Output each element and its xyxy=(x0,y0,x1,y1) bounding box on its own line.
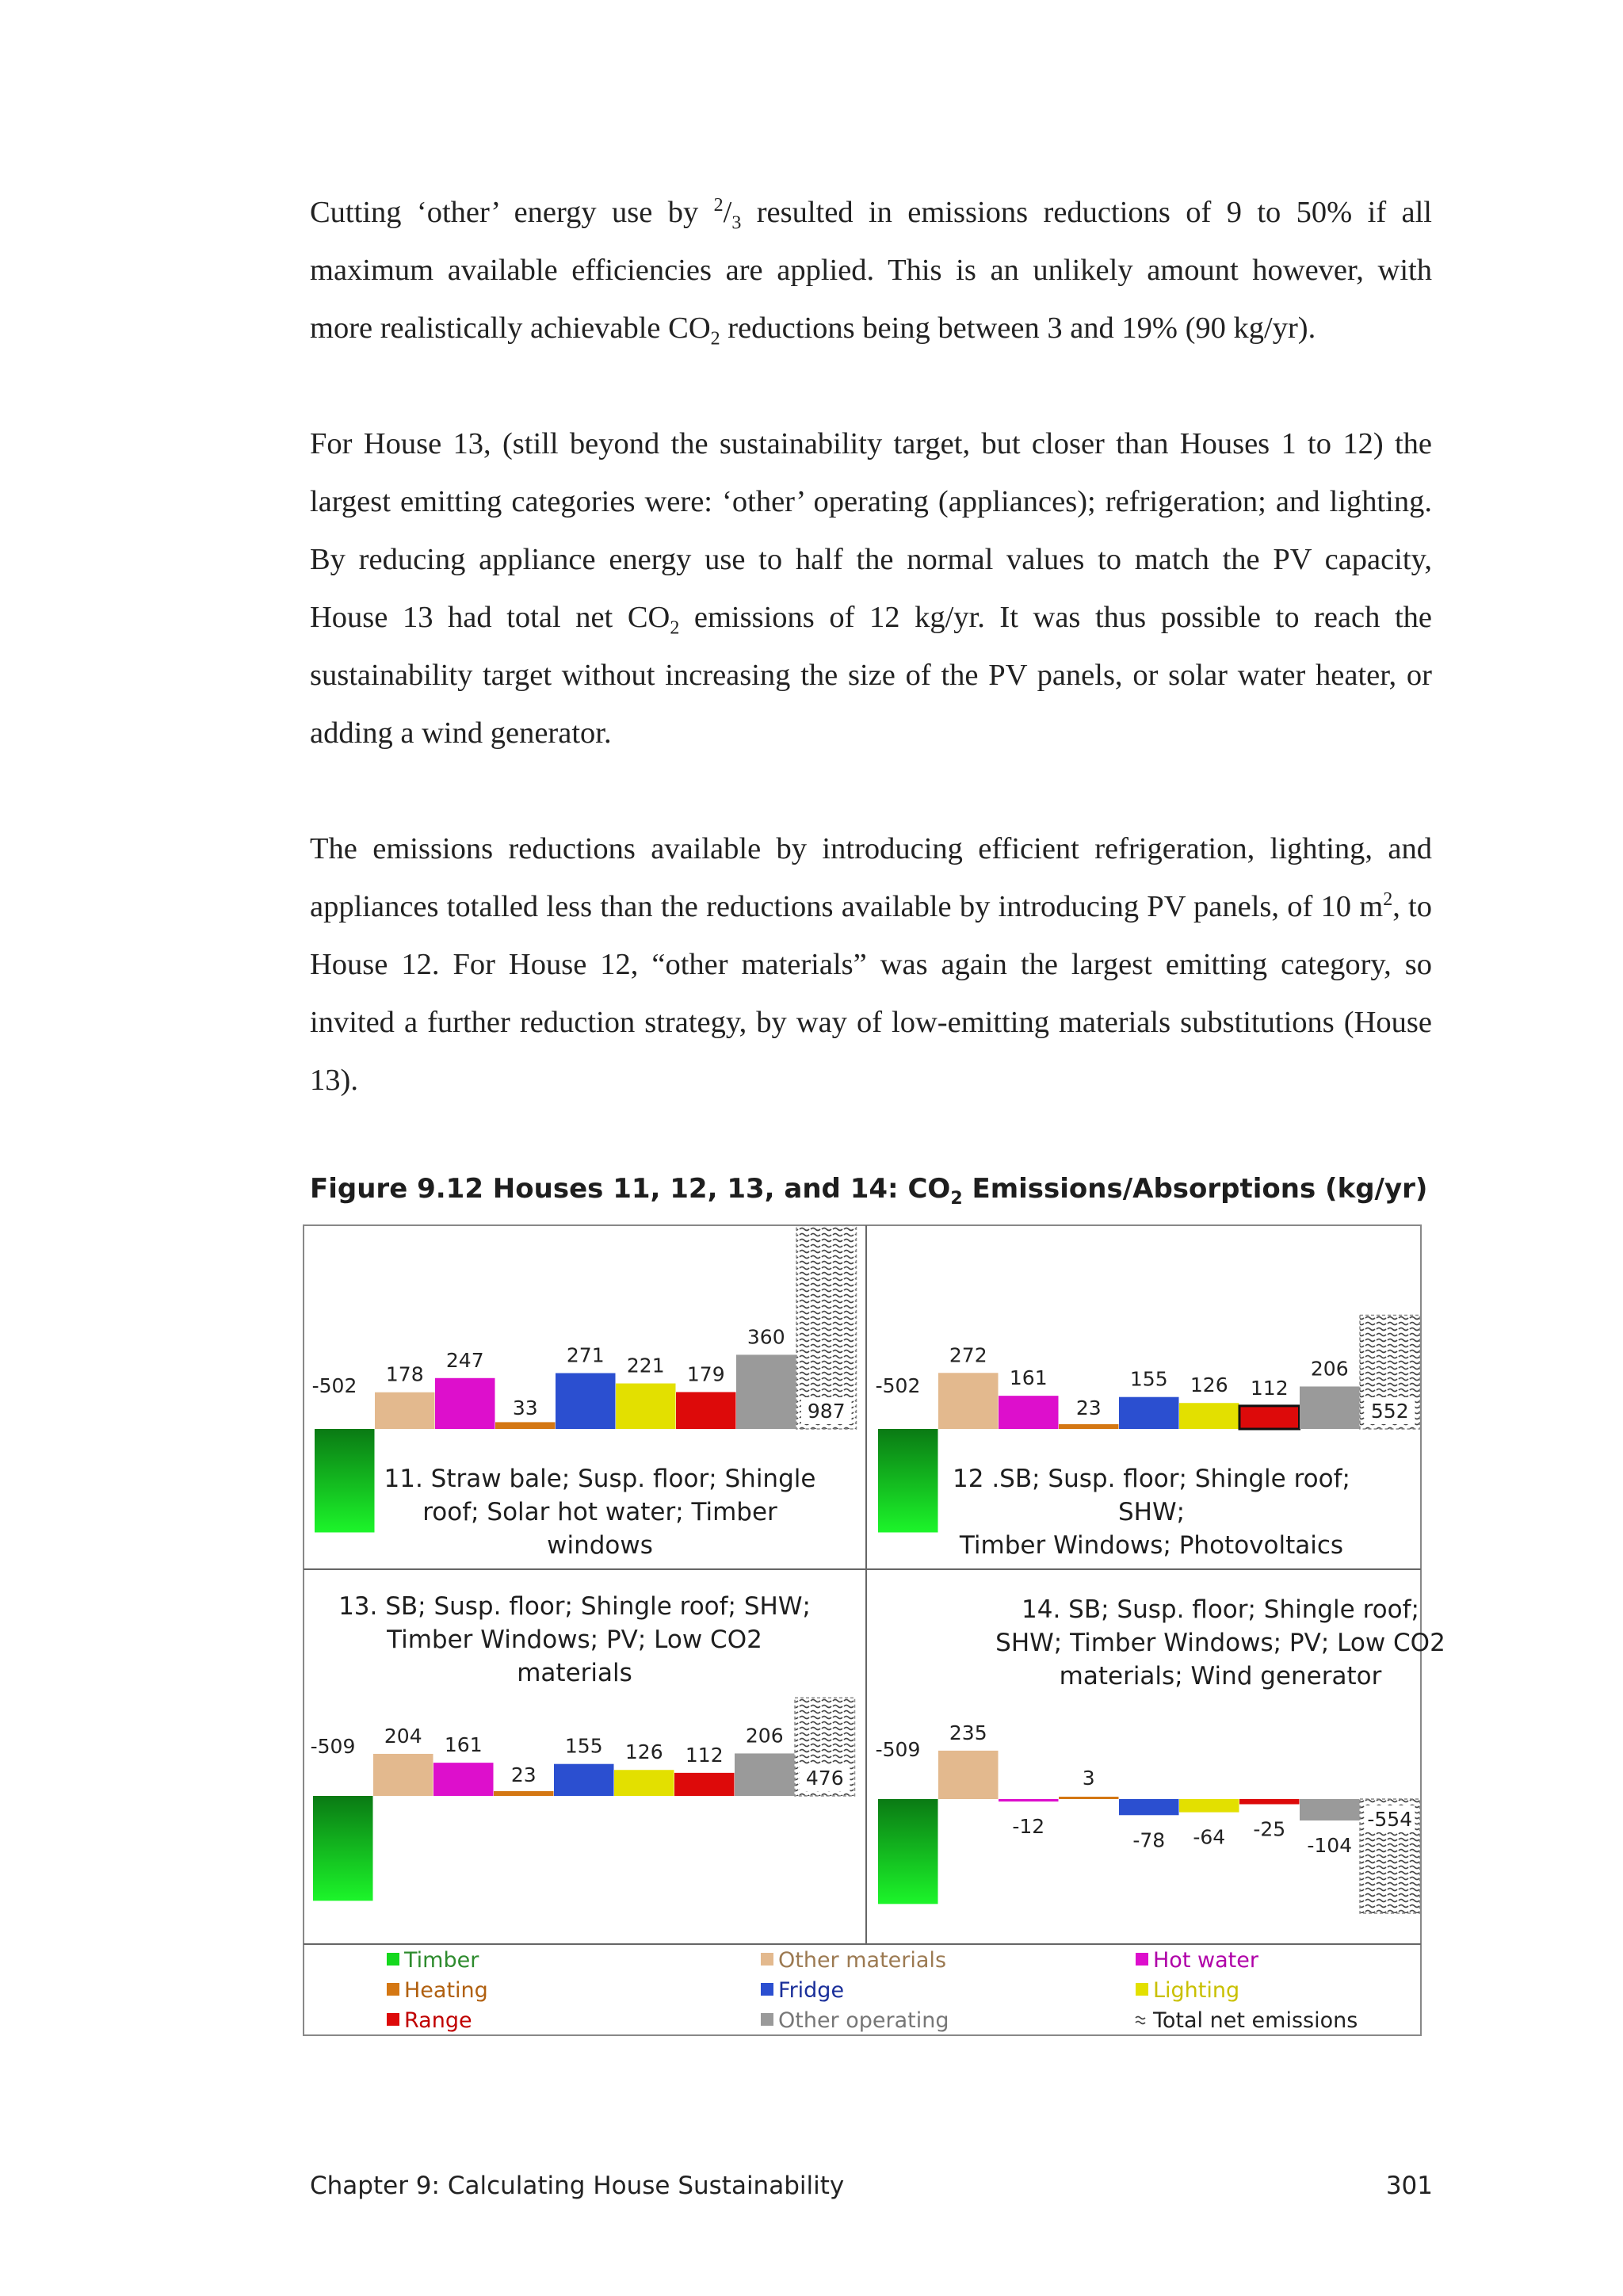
value-label: 360 xyxy=(747,1325,785,1349)
bar-other-materials xyxy=(373,1754,433,1796)
legend-label: Other materials xyxy=(778,1948,947,1973)
value-label: 206 xyxy=(1310,1357,1349,1381)
legend-label: Timber xyxy=(404,1948,479,1973)
bar-range xyxy=(1239,1799,1300,1805)
legend-swatch xyxy=(761,1983,773,1996)
p1-frac-den: 3 xyxy=(731,212,742,234)
panel-2-title-line: 12 .SB; Susp. floor; Shingle roof; xyxy=(953,1465,1350,1493)
bar-other-operating xyxy=(1300,1386,1360,1429)
bar-timber xyxy=(315,1429,375,1533)
panel-1-title-line: 11. Straw bale; Susp. floor; Shingle xyxy=(384,1465,816,1493)
bar-other-operating xyxy=(735,1753,795,1796)
bar-heating xyxy=(1059,1424,1119,1429)
value-label: 271 xyxy=(566,1343,605,1367)
value-label: 476 xyxy=(805,1767,844,1790)
value-label: 161 xyxy=(1009,1366,1048,1390)
value-label: 204 xyxy=(384,1724,422,1748)
bar-fridge xyxy=(554,1764,614,1796)
value-label: 155 xyxy=(564,1734,603,1758)
panel-3-title-line: 13. SB; Susp. floor; Shingle roof; SHW; xyxy=(338,1592,811,1621)
value-label: -502 xyxy=(311,1374,357,1397)
bar-heating xyxy=(495,1422,556,1429)
page-number: 301 xyxy=(1385,2172,1433,2200)
panel-4-title-line: 14. SB; Susp. floor; Shingle roof; xyxy=(1022,1595,1419,1624)
bar-timber xyxy=(878,1799,938,1904)
value-label: -554 xyxy=(1367,1808,1413,1831)
caption-sub: 2 xyxy=(950,1188,963,1209)
value-label: 552 xyxy=(1370,1400,1409,1423)
panel-1-title-line: roof; Solar hot water; Timber xyxy=(422,1498,777,1526)
value-label: 247 xyxy=(445,1348,484,1372)
legend-swatch xyxy=(761,1953,773,1966)
legend-label: Lighting xyxy=(1153,1978,1240,2003)
value-label: -78 xyxy=(1132,1828,1166,1852)
bar-lighting xyxy=(1179,1403,1239,1429)
bar-lighting xyxy=(1179,1799,1239,1813)
p1-text-b: resulted in emissions reductions of 9 to 50% if all maximum available efficiencies are applied. This is an unlikely amount however, with more realistically achievable CO xyxy=(310,196,1432,345)
legend-item-other-operating xyxy=(761,2008,949,2033)
p3-text-a: The emissions reductions available by introducing efficient refrigeration, lighting, and appliances totalled less than the reductions available by introducing PV panels, of 10 m xyxy=(310,832,1432,923)
bar-range xyxy=(1239,1406,1300,1429)
bar-other-operating xyxy=(1300,1799,1360,1820)
legend-swatch xyxy=(387,1953,399,1966)
value-label: 112 xyxy=(1250,1376,1289,1400)
bar-timber xyxy=(878,1429,938,1533)
p1-frac-slash: / xyxy=(723,196,732,229)
bar-other-materials xyxy=(375,1392,435,1429)
value-label: 987 xyxy=(807,1400,846,1423)
panel-2-title-line: Timber Windows; Photovoltaics xyxy=(959,1531,1344,1560)
bar-lighting xyxy=(614,1770,674,1796)
p1-text-c: reductions being between 3 and 19% (90 kg/yr). xyxy=(720,311,1316,345)
bar-range xyxy=(674,1773,735,1796)
bar-timber xyxy=(313,1796,373,1901)
value-label: -502 xyxy=(875,1374,921,1397)
value-label: 23 xyxy=(1075,1396,1102,1419)
legend-label: Fridge xyxy=(778,1978,845,2003)
value-label: 161 xyxy=(444,1733,483,1757)
bar-lighting xyxy=(616,1384,676,1429)
value-label: 179 xyxy=(686,1362,725,1386)
value-label: 126 xyxy=(1190,1373,1228,1397)
value-label: 178 xyxy=(385,1362,424,1386)
bar-other-operating xyxy=(736,1354,796,1429)
p1-frac-num: 2 xyxy=(713,195,724,216)
value-label: 155 xyxy=(1129,1367,1168,1391)
value-label: -25 xyxy=(1253,1817,1286,1841)
bar-hot-water xyxy=(433,1763,494,1796)
legend-swatch xyxy=(387,1983,399,1996)
panel-3-title-line: Timber Windows; PV; Low CO2 xyxy=(387,1626,762,1654)
value-label: 33 xyxy=(512,1396,538,1419)
bar-hot-water xyxy=(999,1396,1059,1429)
legend-swatch xyxy=(387,2013,399,2026)
legend-label: Total net emissions xyxy=(1153,2008,1358,2033)
value-label: 272 xyxy=(949,1343,987,1367)
legend-label: Hot water xyxy=(1153,1948,1258,1973)
value-label: 112 xyxy=(685,1743,724,1767)
legend-item-other-materials xyxy=(761,1948,946,1973)
footer-chapter: Chapter 9: Calculating House Sustainability xyxy=(310,2172,845,2200)
p2-text-b: emissions of 12 kg/yr. It was thus possible to reach the sustainability target without increasing the size of the PV panels, or solar water heater, or adding a wind generator. xyxy=(310,601,1432,750)
bar-heating xyxy=(1059,1797,1119,1799)
panel-1-title-line: windows xyxy=(547,1531,653,1560)
panel-4-title-line: SHW; Timber Windows; PV; Low CO2 xyxy=(995,1629,1445,1657)
bar-fridge xyxy=(1119,1799,1179,1815)
p1-text-a: Cutting ‘other’ energy use by xyxy=(310,196,714,229)
value-label: -104 xyxy=(1307,1834,1353,1858)
legend-item-hot-water xyxy=(1136,1948,1259,1973)
panel-3-title-line: materials xyxy=(517,1659,632,1687)
caption-text-b: Emissions/Absorptions (kg/yr) xyxy=(962,1173,1428,1205)
p3-sup: 2 xyxy=(1383,889,1393,911)
p1-sub: 2 xyxy=(710,328,720,350)
bar-hot-water xyxy=(435,1378,495,1429)
value-label: 206 xyxy=(745,1724,784,1748)
caption-text-a: Figure 9.12 Houses 11, 12, 13, and 14: CO xyxy=(310,1173,951,1205)
value-label: -64 xyxy=(1193,1825,1226,1849)
bar-fridge xyxy=(556,1373,616,1429)
value-label: 126 xyxy=(624,1740,663,1764)
legend-item-total-net-emissions xyxy=(1136,2008,1358,2033)
p2-sub: 2 xyxy=(670,617,680,639)
panel-2-title-line: SHW; xyxy=(1117,1498,1186,1526)
value-label: -12 xyxy=(1012,1815,1045,1839)
p3-text-b: , to House 12. For House 12, “other materials” was again the largest emitting category, so invited a further reduction strategy, by way of low-emitting materials substitutions (House 13). xyxy=(310,890,1432,1097)
value-label: 221 xyxy=(626,1354,665,1377)
bar-fridge xyxy=(1119,1397,1179,1429)
legend-label: Range xyxy=(404,2008,472,2033)
legend-label: Other operating xyxy=(778,2008,949,2033)
panel-4-title-line: materials; Wind generator xyxy=(1059,1662,1382,1690)
bar-heating xyxy=(494,1791,554,1796)
p2-text-a: For House 13, (still beyond the sustainability target, but closer than Houses 1 to 12) the largest emitting categories were: ‘other’ operating (appliances); refrigeration; and lighting. By reducing appliance energy use to half the normal values to match the PV capacity, House 13 had total net CO xyxy=(310,427,1432,634)
legend-swatch xyxy=(1136,1983,1148,1996)
value-label: -509 xyxy=(875,1738,921,1761)
bar-range xyxy=(676,1392,736,1429)
legend-label: Heating xyxy=(404,1978,488,2003)
value-label: 23 xyxy=(510,1763,537,1786)
value-label: 235 xyxy=(949,1721,987,1744)
value-label: 3 xyxy=(1082,1767,1095,1790)
bar-other-materials xyxy=(938,1373,999,1429)
bar-other-materials xyxy=(938,1751,999,1799)
legend-swatch xyxy=(761,2013,773,2026)
value-label: -509 xyxy=(310,1735,356,1758)
bar-hot-water xyxy=(999,1799,1059,1801)
legend-swatch xyxy=(1136,1953,1148,1966)
